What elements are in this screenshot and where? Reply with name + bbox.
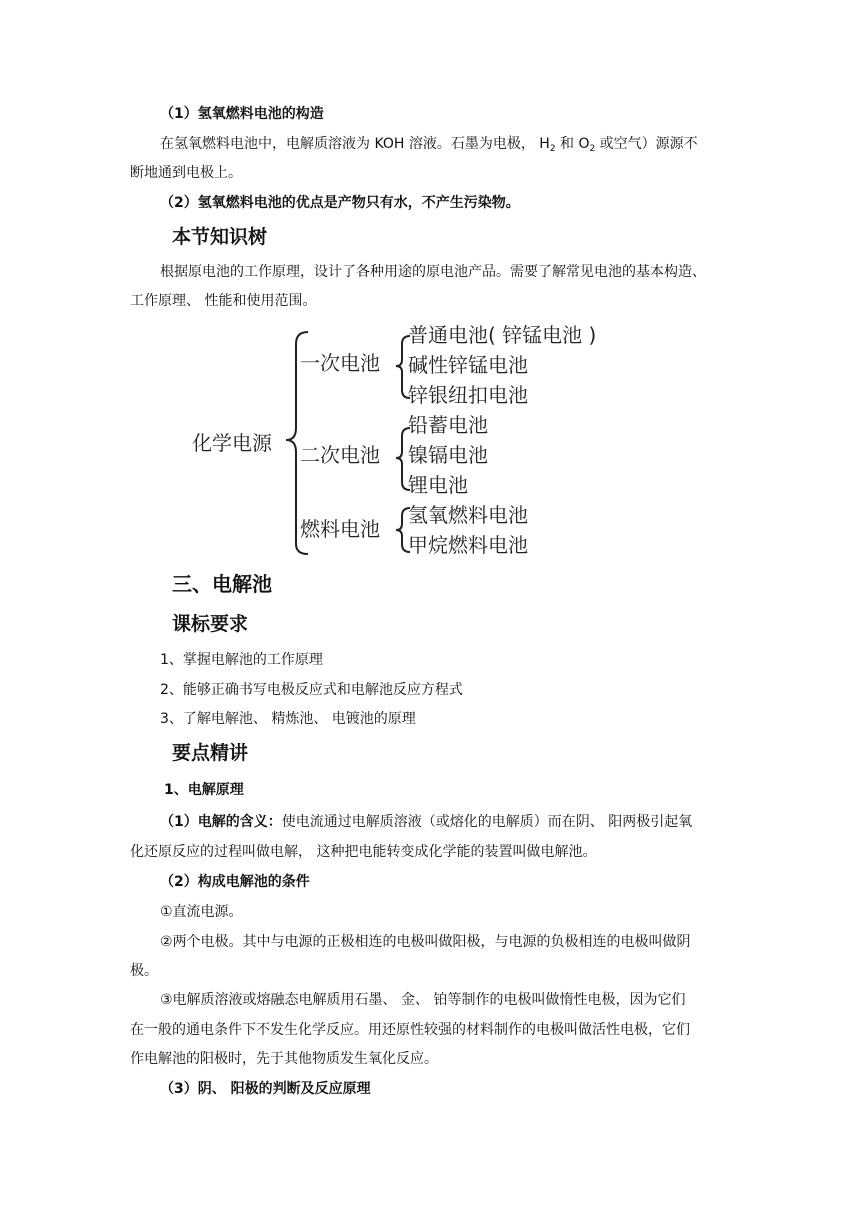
tree-root: 化学电源 bbox=[192, 431, 272, 455]
definition-label: （1）电解的含义： bbox=[160, 814, 282, 830]
condition-3-line1: ③电解质溶液或熔融态电解质用石墨、 金、 铂等制作的电极叫做惰性电极，因为它们 bbox=[160, 992, 686, 1008]
condition-3-line3: 作电解池的阳极时，先于其他物质发生氧化反应。 bbox=[130, 1051, 438, 1067]
requirement-item-2: 2、能够正确书写电极反应式和电解池反应方程式 bbox=[160, 682, 463, 698]
heading-electrolysis-cell: 三、电解池 bbox=[172, 572, 272, 596]
tree-item-lead: 铅蓄电池 bbox=[408, 413, 488, 437]
condition-3-line2: 在一般的通电条件下不发生化学反应。用还原性较强的材料制作的电极叫做活性电极，它们 bbox=[130, 1022, 690, 1038]
paragraph-definition-line2: 化还原反应的过程叫做电解， 这种把电能转变成化学能的装置叫做电解池。 bbox=[130, 844, 597, 860]
heading-electrode-judgement: （3）阴、 阳极的判断及反应原理 bbox=[160, 1081, 371, 1097]
heading-fuel-cell-advantage: （2）氢氧燃料电池的优点是产物只有水，不产生污染物。 bbox=[160, 195, 520, 211]
requirement-item-3: 3、了解电解池、 精炼池、 电镀池的原理 bbox=[160, 711, 416, 727]
tree-item-alkaline: 碱性锌锰电池 bbox=[408, 353, 528, 377]
paragraph-knowledge-line2: 工作原理、 性能和使用范围。 bbox=[130, 293, 317, 309]
tree-group-fuel: 燃料电池 bbox=[300, 517, 380, 541]
construction-text-c: 或空气）源源不 bbox=[595, 136, 698, 152]
knowledge-tree-diagram bbox=[160, 318, 660, 562]
heading-cell-conditions: （2）构成电解池的条件 bbox=[160, 874, 310, 890]
condition-2-line1: ②两个电极。其中与电源的正极相连的电极叫做阳极，与电源的负极相连的电极叫做阴 bbox=[160, 934, 691, 950]
paragraph-construction-line1 bbox=[160, 134, 760, 159]
subscript-o2: 2 bbox=[589, 144, 596, 154]
paragraph-knowledge-line1: 根据原电池的工作原理，设计了各种用途的原电池产品。需要了解常见电池的基本构造、 bbox=[160, 264, 706, 280]
construction-text-b: 和 O bbox=[555, 136, 590, 152]
condition-1: ①直流电源。 bbox=[160, 904, 243, 920]
definition-text: 使电流通过电解质溶液（或熔化的电解质）而在阴、 阳两极引起氧 bbox=[281, 814, 693, 830]
heading-knowledge-tree: 本节知识树 bbox=[172, 226, 268, 248]
tree-group-secondary: 二次电池 bbox=[300, 443, 380, 467]
tree-item-button: 锌银纽扣电池 bbox=[408, 383, 528, 407]
paragraph-electrolysis-definition bbox=[160, 812, 760, 832]
subscript-h2: 2 bbox=[549, 144, 556, 154]
heading-key-points: 要点精讲 bbox=[172, 742, 249, 764]
requirement-item-1: 1、掌握电解池的工作原理 bbox=[160, 652, 323, 668]
tree-group-primary: 一次电池 bbox=[300, 351, 380, 375]
tree-item-zinc-manganese: 普通电池( 锌锰电池 ) bbox=[408, 323, 597, 347]
heading-curriculum-requirements: 课标要求 bbox=[172, 613, 249, 635]
paragraph-construction-line2: 断地通到电极上。 bbox=[130, 165, 242, 181]
tree-item-lithium: 锂电池 bbox=[408, 473, 468, 497]
heading-electrolysis-principle: 1、电解原理 bbox=[164, 782, 244, 798]
construction-text-a: 在氢氧燃料电池中，电解质溶液为 KOH 溶液。石墨为电极， H bbox=[160, 136, 550, 152]
tree-item-nickel-cadmium: 镍镉电池 bbox=[408, 443, 488, 467]
tree-item-hydrogen-oxygen: 氢氧燃料电池 bbox=[408, 503, 528, 527]
tree-item-methane: 甲烷燃料电池 bbox=[408, 533, 528, 557]
heading-fuel-cell-construction: （1）氢氧燃料电池的构造 bbox=[160, 106, 324, 122]
condition-2-line2: 极。 bbox=[130, 963, 158, 979]
